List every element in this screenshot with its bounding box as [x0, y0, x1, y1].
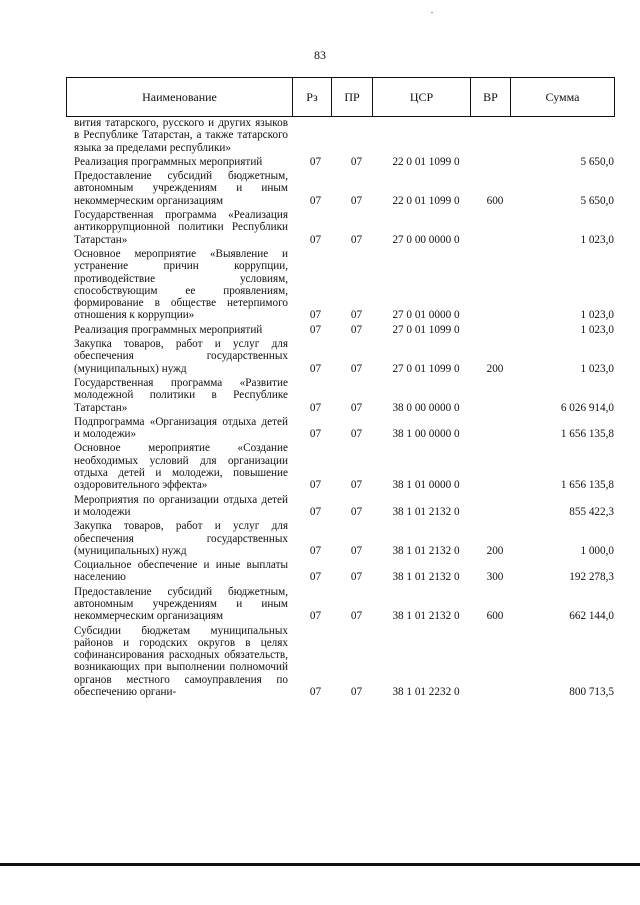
cell-csr: 27 0 01 1099 0	[392, 323, 460, 336]
cell-csr: 38 1 01 2132 0	[392, 610, 460, 623]
cell-csr: 38 1 01 2132 0	[392, 505, 460, 518]
bottom-border	[0, 863, 640, 866]
cell-csr: 22 0 01 1099 0	[392, 194, 460, 207]
cell-csr: 22 0 01 1099 0	[392, 155, 460, 168]
table-row	[66, 170, 615, 207]
cell-name: Закупка товаров, работ и услуг для обеспечения государственных (муниципальных) нужд	[74, 520, 288, 557]
cell-rz: 07	[309, 505, 322, 518]
table-row	[66, 377, 615, 414]
table-row	[66, 586, 615, 623]
header-vr: ВР	[471, 78, 511, 116]
cell-name: Предоставление субсидий бюджетным, автономным учреждениям и иным некоммерческим организациям	[74, 170, 288, 207]
header-rz: Рз	[293, 78, 332, 116]
cell-csr: 38 1 01 2132 0	[392, 571, 460, 584]
cell-sum: 1 023,0	[580, 323, 614, 336]
cell-csr: 38 0 00 0000 0	[392, 401, 460, 414]
cell-pr: 07	[350, 323, 363, 336]
cell-pr: 07	[350, 428, 363, 441]
cell-sum: 5 650,0	[580, 194, 614, 207]
cell-sum: 800 713,5	[569, 686, 614, 699]
page-number: 83	[314, 48, 326, 62]
cell-rz: 07	[309, 155, 322, 168]
cell-name: Закупка товаров, работ и услуг для обеспечения государственных (муниципальных) нужд	[74, 338, 288, 375]
cell-csr: 38 1 00 0000 0	[392, 428, 460, 441]
cell-pr: 07	[350, 610, 363, 623]
cell-rz: 07	[309, 544, 322, 557]
cell-rz: 07	[309, 323, 322, 336]
cell-vr: 600	[486, 610, 504, 623]
cell-name: Субсидии бюджетам муниципальных районов и городских округов в целях софинансирования расходных обязательств, возникающих при выполнении полномочий органов местного самоуправления по обеспечению органи-	[74, 624, 288, 699]
cell-sum: 1 023,0	[580, 233, 614, 246]
cell-name: вития татарского, русского и других языков в Республике Татарстан, а также татарского языка за пределами республики»	[74, 117, 288, 154]
cell-name: Основное мероприятие «Выявление и устранение причин коррупции, противодействие условиям, способствующим ее проявлениям, формирование в обществе нетерпимого отношения к коррупции»	[74, 247, 288, 322]
cell-csr: 27 0 01 0000 0	[392, 309, 460, 322]
table-body	[66, 117, 615, 700]
cell-name: Социальное обеспечение и иные выплаты населению	[74, 559, 288, 584]
cell-name: Государственная программа «Реализация антикоррупционной политики Республики Татарстан»	[74, 209, 288, 246]
table-row	[66, 625, 615, 699]
cell-pr: 07	[350, 155, 363, 168]
cell-pr: 07	[350, 571, 363, 584]
cell-name: Предоставление субсидий бюджетным, автономным учреждениям и иным некоммерческим организациям	[74, 585, 288, 623]
cell-name: Государственная программа «Развитие молодежной политики в Республике Татарстан»	[74, 376, 288, 414]
table-row	[66, 209, 615, 246]
cell-rz: 07	[309, 571, 322, 584]
table-row	[66, 324, 615, 336]
cell-sum: 855 422,3	[569, 505, 614, 518]
cell-pr: 07	[350, 686, 363, 699]
table-row	[66, 156, 615, 168]
cell-pr: 07	[350, 233, 363, 246]
cell-sum: 1 656 135,8	[560, 479, 614, 492]
cell-sum: 1 656 135,8	[560, 428, 614, 441]
cell-csr: 27 0 00 0000 0	[392, 233, 460, 246]
cell-rz: 07	[309, 610, 322, 623]
cell-rz: 07	[309, 428, 322, 441]
cell-vr: 600	[486, 194, 504, 207]
cell-csr: 38 1 01 2132 0	[392, 544, 460, 557]
cell-rz: 07	[309, 233, 322, 246]
cell-sum: 1 023,0	[580, 362, 614, 375]
cell-rz: 07	[309, 362, 322, 375]
table-row	[66, 117, 615, 154]
cell-csr: 38 1 01 0000 0	[392, 479, 460, 492]
cell-rz: 07	[309, 479, 322, 492]
cell-name: Мероприятия по организации отдыха детей и молодежи	[74, 493, 288, 518]
cell-pr: 07	[350, 194, 363, 207]
cell-vr: 200	[486, 544, 504, 557]
table-row	[66, 442, 615, 491]
scan-speck	[431, 12, 433, 13]
table-row	[66, 494, 615, 519]
cell-csr: 27 0 01 1099 0	[392, 362, 460, 375]
header-pr: ПР	[332, 78, 373, 116]
cell-vr: 300	[486, 571, 504, 584]
cell-name: Подпрограмма «Организация отдыха детей и молодежи»	[74, 415, 288, 441]
cell-pr: 07	[350, 544, 363, 557]
cell-csr: 38 1 01 2232 0	[392, 686, 460, 699]
cell-pr: 07	[350, 505, 363, 518]
cell-sum: 6 026 914,0	[560, 401, 614, 414]
cell-rz: 07	[309, 194, 322, 207]
table-row	[66, 559, 615, 584]
cell-pr: 07	[350, 309, 363, 322]
cell-name: Реализация программных мероприятий	[74, 323, 263, 336]
cell-sum: 5 650,0	[580, 155, 614, 168]
cell-sum: 662 144,0	[569, 610, 614, 623]
cell-rz: 07	[309, 401, 322, 414]
cell-pr: 07	[350, 401, 363, 414]
cell-sum: 192 278,3	[569, 571, 614, 584]
table-row	[66, 416, 615, 441]
table-header	[66, 77, 615, 117]
cell-sum: 1 023,0	[580, 309, 614, 322]
cell-sum: 1 000,0	[580, 544, 614, 557]
cell-vr: 200	[486, 362, 504, 375]
table-row	[66, 338, 615, 375]
header-csr: ЦСР	[373, 78, 471, 116]
header-name: Наименование	[67, 78, 293, 116]
cell-rz: 07	[309, 686, 322, 699]
cell-pr: 07	[350, 362, 363, 375]
cell-pr: 07	[350, 479, 363, 492]
cell-rz: 07	[309, 309, 322, 322]
header-sum: Сумма	[545, 89, 580, 104]
cell-name: Реализация программных мероприятий	[74, 155, 263, 168]
cell-name: Основное мероприятие «Создание необходимых условий для организации отдыха детей и молодежи, повышение оздоровительного эффекта»	[74, 442, 288, 492]
table-row	[66, 248, 615, 322]
table-row	[66, 520, 615, 557]
